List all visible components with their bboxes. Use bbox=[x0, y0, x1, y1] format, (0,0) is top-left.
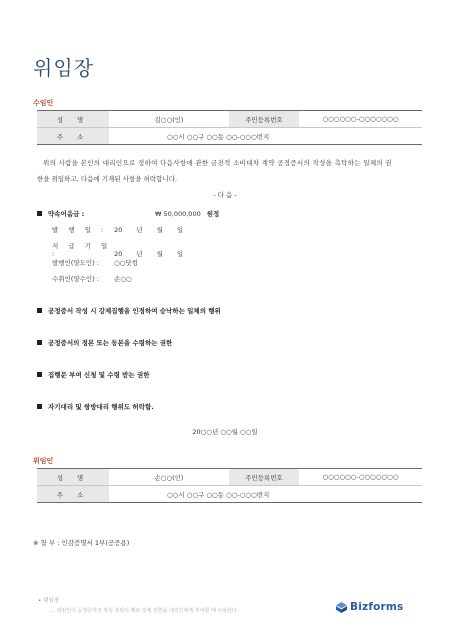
principal-name-label: 성 명 bbox=[37, 111, 109, 128]
principal-section-label: 수임인 bbox=[33, 99, 54, 107]
footer-title bbox=[38, 596, 59, 604]
issuer-value: ○○닷컴 bbox=[114, 259, 138, 267]
receiver-label: 수취인(양수인) : bbox=[52, 275, 100, 283]
square-bullet-icon bbox=[37, 340, 42, 345]
item-text-4: 자기대리 및 쌍방대리 행위도 허락함. bbox=[48, 403, 154, 411]
delegator-row-name bbox=[37, 469, 422, 486]
principal-id-value: ○○○○○○-○○○○○○○ bbox=[299, 111, 422, 128]
paragraph-line-2: 한을 위임하고, 다음에 기재된 사항을 허락합니다. bbox=[37, 175, 178, 183]
paragraph-line-1: 위의 사람을 본인의 대리인으로 정하여 다음사항에 관한 금전적 소비대차 계약 공정증서의 작성을 촉탁하는 일체의 권 bbox=[43, 159, 392, 167]
issue-month-unit: 월 bbox=[156, 226, 163, 234]
issue-date-row bbox=[52, 225, 197, 234]
square-bullet-icon bbox=[37, 211, 42, 216]
due-day-unit: 일 bbox=[176, 250, 184, 258]
principal-row-name bbox=[37, 111, 422, 128]
issue-year-unit: 년 bbox=[136, 226, 143, 234]
delegator-id-label: 주민등록번호 bbox=[229, 469, 299, 486]
delegation-paragraph bbox=[37, 155, 423, 187]
item-row-1 bbox=[37, 306, 221, 315]
square-bullet-icon bbox=[37, 404, 42, 409]
document-date: 20○○년 ○○월 ○○일 bbox=[192, 428, 258, 436]
footer-title-text: 위임장 bbox=[43, 598, 60, 604]
issue-date-label: 발 행 일 : bbox=[52, 226, 108, 234]
square-bullet-icon bbox=[37, 308, 42, 313]
delegator-address-value: ○○시 ○○구 ○○동 ○○-○○○번지 bbox=[109, 486, 422, 503]
delegator-address-label: 주 소 bbox=[37, 486, 109, 503]
promissory-amount-label: 약속어음금 : bbox=[48, 210, 85, 218]
promissory-amount-label-row bbox=[37, 209, 84, 218]
item-text-1: 공정증서 작성 시 강제집행을 인정하여 승낙하는 일체의 행위 bbox=[48, 307, 221, 315]
delegator-id-value: ○○○○○○-○○○○○○○ bbox=[299, 469, 422, 486]
principal-table bbox=[37, 110, 422, 145]
bizforms-logo[interactable] bbox=[336, 601, 403, 613]
receiver-value: 손○○ bbox=[114, 275, 132, 283]
square-bullet-icon bbox=[37, 372, 42, 377]
due-date-row bbox=[52, 241, 197, 258]
amount-unit: 원정 bbox=[206, 210, 220, 218]
receiver-row bbox=[52, 274, 132, 283]
delegator-row-address bbox=[37, 486, 422, 503]
item-row-4 bbox=[37, 402, 154, 411]
issuer-label: 발행인(양도인) : bbox=[52, 259, 100, 267]
footer-description: … 위임인이 공정증서의 작성 촉탁의 행위 일체 권한을 대리인에게 부여할 때 사용한다. bbox=[50, 608, 239, 614]
delegator-name-label: 성 명 bbox=[37, 469, 109, 486]
item-text-3: 집행문 부여 신청 및 수령 받는 권한 bbox=[48, 371, 150, 379]
principal-row-address bbox=[37, 128, 422, 145]
item-row-3 bbox=[37, 370, 149, 379]
promissory-amount bbox=[155, 209, 219, 218]
bizforms-logo-icon bbox=[336, 602, 347, 613]
item-text-2: 공정증서의 정본 또는 등본을 수령하는 권한 bbox=[48, 339, 173, 347]
delegator-name-value: 손○○(인) bbox=[109, 469, 229, 486]
due-date-label: 지 급 기 일 : bbox=[52, 242, 112, 258]
attachment-note: ※ 첨 부 : 인감증명서 1부(공증용) bbox=[33, 539, 130, 547]
bizforms-logo-text: Bizforms bbox=[350, 601, 404, 613]
amount-value: ₩ 50,000,000 bbox=[155, 210, 201, 218]
due-year-prefix: 20 bbox=[114, 250, 123, 258]
issue-year-prefix: 20 bbox=[114, 226, 123, 234]
principal-id-label: 주민등록번호 bbox=[229, 111, 299, 128]
principal-name-value: 김○○(인) bbox=[109, 111, 229, 128]
delegator-section-label: 위임인 bbox=[33, 457, 54, 465]
due-month-unit: 월 bbox=[156, 250, 163, 258]
principal-address-value: ○○시 ○○구 ○○동 ○○-○○○번지 bbox=[109, 128, 422, 145]
next-heading: - 다 음 - bbox=[213, 191, 237, 199]
delegator-table bbox=[37, 468, 422, 503]
issue-day-unit: 일 bbox=[176, 226, 184, 234]
item-row-2 bbox=[37, 338, 172, 347]
bullet-dot-icon: • bbox=[38, 598, 42, 604]
due-year-unit: 년 bbox=[136, 250, 143, 258]
document-title: 위임장 bbox=[33, 56, 94, 80]
principal-address-label: 주 소 bbox=[37, 128, 109, 145]
issuer-row bbox=[52, 258, 138, 267]
